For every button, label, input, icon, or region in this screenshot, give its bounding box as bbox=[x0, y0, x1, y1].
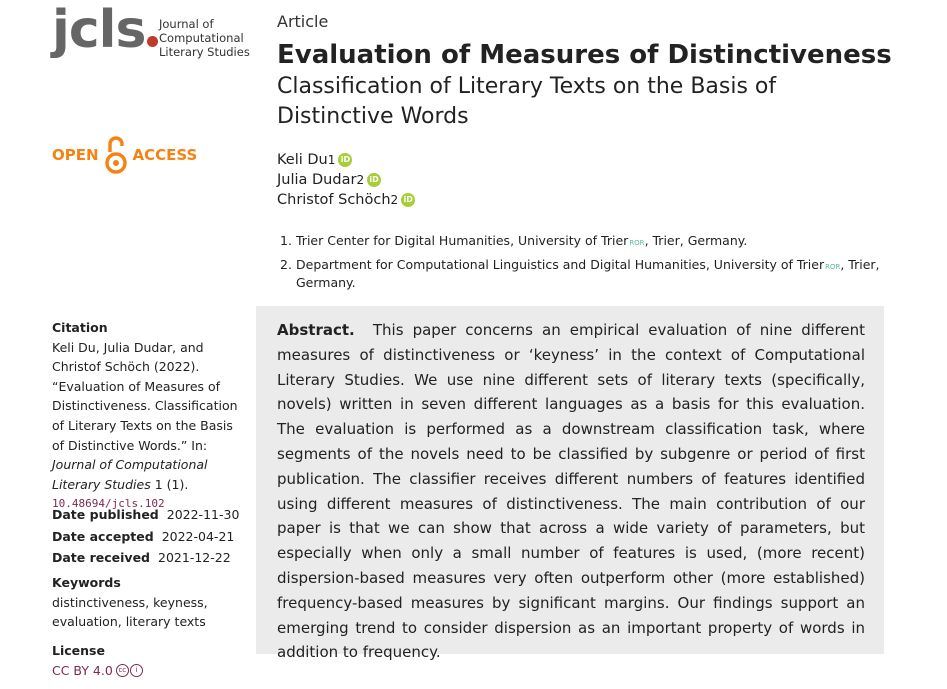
affiliation-text: Trier Center for Digital Humanities, University of TrierROR, Trier, Germany. bbox=[296, 233, 748, 248]
author bbox=[277, 150, 415, 170]
logo-dot bbox=[147, 36, 158, 47]
affiliation-text: Department for Computational Linguistics and Digital Humanities, University of TrierROR, Trier, Germany. bbox=[296, 257, 880, 290]
license-heading: License bbox=[52, 643, 105, 658]
date-received: Date received 2021-12-22 bbox=[52, 550, 231, 566]
citation-text: Keli Du, Julia Dudar, and Christof Schöch (2022). “Evaluation of Measures of Distinctiveness. Classification of Literary Texts on the Basis of Distinctive Words.” In: Journal of Computational Literary Studies 1 (1). bbox=[52, 339, 238, 492]
keywords-heading: Keywords bbox=[52, 575, 121, 590]
open-access-badge: OPEN ACCESS bbox=[52, 134, 197, 176]
author-affil-number: 2 bbox=[356, 173, 365, 187]
ror-icon[interactable]: ROR bbox=[825, 263, 841, 271]
date-published: Date published 2022-11-30 bbox=[52, 507, 240, 522]
journal-name-line: Literary Studies bbox=[159, 45, 250, 59]
article-subtitle: Classification of Literary Texts on the Basis of Distinctive Words bbox=[277, 74, 777, 129]
orcid-icon[interactable]: iD bbox=[367, 173, 381, 187]
by-icon: i bbox=[130, 664, 143, 677]
abstract-box bbox=[256, 306, 884, 662]
journal-name-line: Computational bbox=[159, 31, 244, 45]
keywords-block bbox=[52, 573, 248, 632]
open-lock-icon bbox=[105, 135, 127, 175]
orcid-icon[interactable]: iD bbox=[401, 193, 415, 207]
author-affil-number: 2 bbox=[390, 193, 399, 207]
affiliation bbox=[280, 257, 880, 291]
citation-heading: Citation bbox=[52, 320, 108, 335]
affiliation-number: 1. bbox=[280, 233, 292, 248]
citation-block bbox=[52, 318, 248, 514]
date-accepted: Date accepted 2022-04-21 bbox=[52, 528, 235, 544]
doi-link[interactable]: 10.48694/jcls.102 bbox=[52, 497, 165, 511]
ror-icon[interactable]: ROR bbox=[629, 239, 645, 247]
dates-block bbox=[52, 505, 248, 568]
affiliation-list bbox=[280, 233, 880, 297]
author-name[interactable]: Julia Dudar bbox=[277, 172, 357, 188]
article-title: Evaluation of Measures of Distinctiveness bbox=[277, 40, 892, 70]
keywords-text: distinctiveness, keyness, evaluation, literary texts bbox=[52, 594, 208, 630]
abstract-label: Abstract. bbox=[277, 321, 355, 339]
author-affil-number: 1 bbox=[327, 153, 336, 167]
journal-name bbox=[159, 17, 250, 59]
author bbox=[277, 190, 415, 210]
journal-logo: jcls bbox=[52, 4, 158, 56]
author bbox=[277, 170, 415, 190]
cc-icon: cc bbox=[116, 664, 129, 677]
author-name[interactable]: Keli Du bbox=[277, 152, 328, 168]
journal-name-line: Journal of bbox=[159, 17, 214, 31]
article-type: Article bbox=[277, 12, 329, 31]
affiliation-number: 2. bbox=[280, 257, 292, 272]
abstract-text bbox=[277, 318, 865, 665]
author-name[interactable]: Christof Schöch bbox=[277, 192, 391, 208]
license-link[interactable]: CC BY 4.0 cc i bbox=[52, 661, 248, 681]
author-list bbox=[277, 150, 415, 210]
orcid-icon[interactable]: iD bbox=[338, 153, 352, 167]
license-block bbox=[52, 641, 248, 680]
abstract-body: This paper concerns an empirical evaluation of nine different measures of distinctiveness or ‘keyness’ in the context of Computational Literary Studies. We use nine different sets of literary texts (specifically, novels) written in seven different languages as a basis for this evaluation. The evaluation is performed as a downstream classification task, where segments of the novels need to be classified by subgenre or period of first publication. The classifier receives different numbers of features identified using different measures of distinctiveness. The main contribution of our paper is that we can show that across a wide variety of parameters, but especially when only a small number of features is used, (more recent) dispersion-based measures very often outperform other (more established) frequency-based measures by significant margins. Our findings support an emerging trend to consider dispersion as an important property of words in addition to frequency. bbox=[277, 321, 865, 662]
affiliation bbox=[280, 233, 880, 251]
